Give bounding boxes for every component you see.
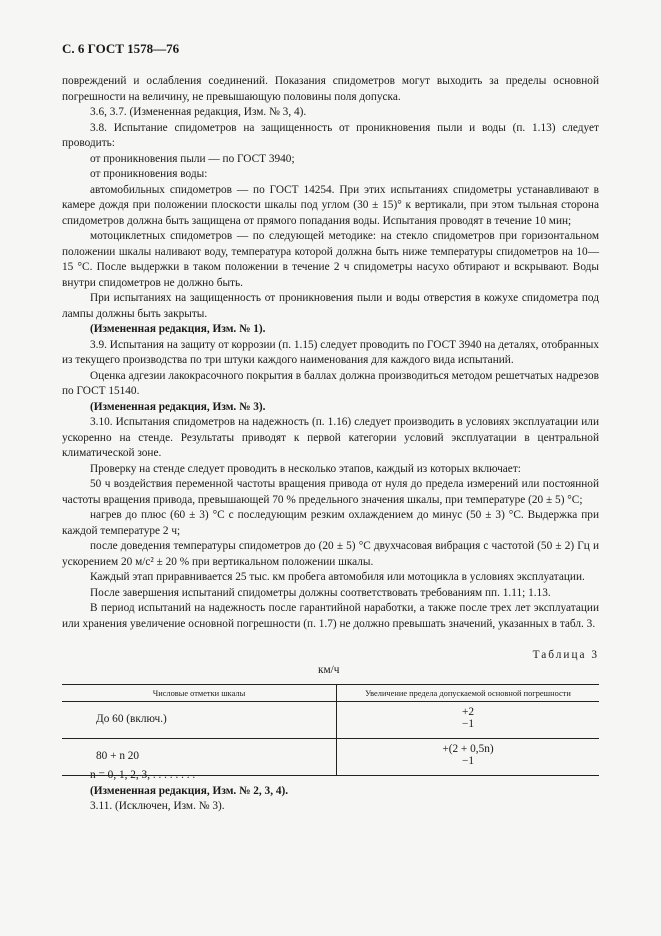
paragraph: Каждый этап приравнивается 25 тыс. км пробега автомобиля или мотоцикла в условиях эксплуатации. [90, 571, 585, 583]
paragraph: В период испытаний на надежность после гарантийной наработки, а также после трех лет эксплуатации или хранения увеличение основной погрешности (п. 1.7) не должно превышать значений, указанных в табл. 3. [62, 602, 599, 630]
table-caption: Таблица 3 [532, 649, 599, 661]
paragraph: мотоциклетных спидометров — по следующей методике: на стекло спидометров при горизонтальном положении шкалы наливают воду, температура которой должна быть ниже температуры спидометров на 10—15 °С. После выдержки в таком положении в течение 2 ч спидометры насухо обтирают и вскрывают. Воды внутри спидометров не должно быть. [62, 230, 599, 289]
table-cell-lower: −1 [461, 718, 475, 730]
paragraph: нагрев до плюс (60 ± 3) °С с последующим резким охлаждением до минус (50 ± 3) °С. Выдержка при каждой температуре 2 ч; [62, 509, 599, 537]
main-text [62, 74, 599, 632]
table-cell-mark: 80 + n 20 [96, 750, 140, 762]
paragraph: При испытаниях на защищенность от проникновения пыли и воды отверстия в кожухе спидометра под лампы должны быть закрыты. [62, 292, 599, 320]
paragraph: После завершения испытаний спидометры должны соответствовать требованиям пп. 1.11; 1.13. [90, 586, 551, 599]
page-header: С. 6 ГОСТ 1578—76 [62, 41, 180, 56]
paragraph: после доведения температуры спидометров до (20 ± 5) °С двухчасовая вибрация с частотой (50 ± 2) Гц и ускорением 20 м/с² ± 20 % при вертикальном положении шкалы. [62, 540, 599, 568]
paragraph: от проникновения воды: [90, 168, 208, 180]
after-table-text [62, 768, 599, 815]
paragraph: 3.8. Испытание спидометров на защищенность от проникновения пыли и воды (п. 1.13) следует проводить: [62, 121, 599, 149]
table-header-marks: Числовые отметки шкалы [62, 685, 337, 702]
table-unit: км/ч [318, 664, 340, 676]
paragraph: 3.11. (Исключен, Изм. № 3). [90, 800, 225, 812]
paragraph: 3.6, 3.7. (Измененная редакция, Изм. № 3, 4). [90, 106, 307, 118]
paragraph: повреждений и ослабления соединений. Показания спидометров могут выходить за пределы основной погрешности на величину, не превышающую половины поля допуска. [62, 75, 599, 103]
table-cell-upper: +(2 + 0,5n) [442, 743, 494, 755]
paragraph: Проверку на стенде следует проводить в несколько этапов, каждый из которых включает: [90, 462, 521, 475]
paragraph: 3.10. Испытания спидометров на надежность (п. 1.16) следует производить в условиях эксплуатации или ускоренно на стенде. Результаты приводят к первой категории условий эксплуатации в центральной климатической зоне. [62, 416, 599, 459]
paragraph: от проникновения пыли — по ГОСТ 3940; [90, 152, 295, 165]
table-cell-lower: −1 [461, 755, 475, 767]
paragraph: n = 0, 1, 2, 3, . . . . . . . . [90, 769, 196, 781]
paragraph: (Измененная редакция, Изм. № 3). [90, 400, 266, 413]
table-row [62, 702, 599, 739]
paragraph: (Измененная редакция, Изм. № 1). [90, 323, 266, 335]
paragraph: Оценка адгезии лакокрасочного покрытия в баллах должна производиться методом решетчатых надрезов по ГОСТ 15140. [62, 369, 599, 397]
table-header-error: Увеличение предела допускаемой основной погрешности [337, 685, 600, 702]
paragraph: автомобильных спидометров — по ГОСТ 14254. При этих испытаниях спидометры устанавливают в камере дождя при положении плоскости шкалы под углом (30 ± 15)° к вертикали, при этом тыльная сторона спидометров должна быть защищена от прямого попадания воды. Испытания проводят в течение 10 мин; [62, 183, 599, 227]
table-cell-upper: +2 [461, 706, 475, 718]
table-3 [62, 684, 599, 776]
paragraph: 3.9. Испытания на защиту от коррозии (п. 1.15) следует проводить по ГОСТ 3940 на деталях, отобранных из текущего производства по три штуки каждого наименования для каждого вида испытаний. [62, 338, 599, 366]
paragraph: (Измененная редакция, Изм. № 2, 3, 4). [90, 784, 289, 797]
paragraph: 50 ч воздействия переменной частоты вращения привода от нуля до предела измерений или постоянной частоты вращения привода, превышающей 70 % предельного значения шкалы, при температуре (20 ± 5) °С; [62, 478, 599, 506]
table-cell-mark: До 60 (включ.) [96, 713, 167, 725]
